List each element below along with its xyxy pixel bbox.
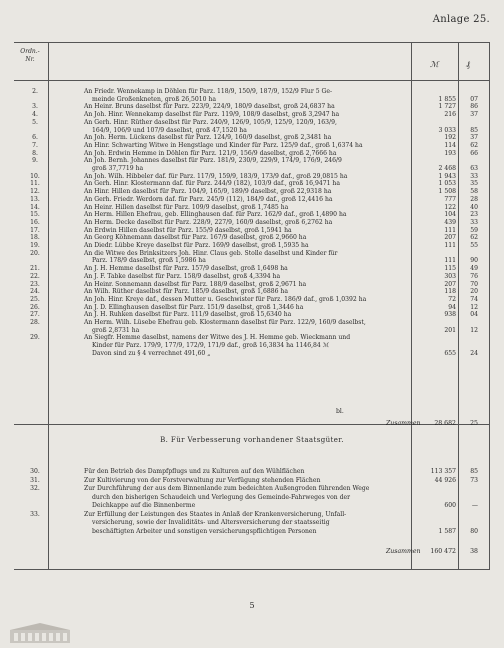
sum-a-label: Zusammen	[386, 420, 421, 427]
row-pfennig: 37	[470, 134, 478, 142]
row-number: 33.	[30, 510, 40, 518]
row-mark: 122	[444, 203, 456, 211]
row-text: An Herm. Decke daselbst für Parz. 228/9, 227/9, 160/9 daselbst, groß 6,2762 ha	[84, 218, 333, 226]
row-number: 7.	[32, 141, 38, 149]
row-mark: 72	[448, 295, 456, 303]
row-number: 8.	[32, 149, 38, 157]
row-pfennig: 35	[470, 180, 478, 188]
header-rule	[14, 80, 490, 81]
row-number: 11.	[30, 180, 40, 188]
row-number: 13.	[30, 195, 40, 203]
sum-a-pfennig: 25	[470, 420, 478, 427]
row-text: An Herm. Hillen Ehefrau, geb. Ellinghausen daf. für Parz. 162/9 daf., groß 1,4890 ha	[84, 211, 347, 219]
sum-b-label: Zusammen	[386, 548, 421, 555]
row-text: An Georg Köhnemann daselbst für Parz. 167/9 daselbst, groß 2,9660 ha	[84, 234, 307, 242]
row-text: groß 2,8731 ha	[92, 326, 140, 334]
row-number: 28.	[30, 319, 40, 326]
bl-label: bl.	[336, 408, 344, 415]
row-number: 24.	[30, 288, 40, 296]
row-pfennig: 24	[470, 349, 478, 357]
row-text: An Heinr. Bruns daselbst für Parz. 223/9, 224/9, 180/9 daselbst, groß 24,6837 ha	[84, 103, 335, 111]
row-mark: 115	[444, 265, 456, 273]
row-text: An Hinr. Hillen daselbst für Parz. 104/9, 165/9, 189/9 daselbst, groß 22,9318 ha	[84, 188, 332, 196]
row-mark: 192	[444, 134, 456, 142]
row-pfennig: 28	[470, 195, 478, 203]
row-pfennig: 85	[470, 468, 478, 475]
bottom-rule	[14, 569, 490, 570]
sum-b-mark: 160 472	[430, 548, 456, 555]
row-mark: 3 033	[438, 126, 456, 134]
row-mark: 1 508	[438, 188, 456, 196]
row-text: An Joh. Hinr. Kreye daf., dessen Mutter u. Geschwister für Parz. 186/9 daf., groß 1,0392 ha	[84, 295, 367, 303]
row-number: 25.	[30, 295, 40, 303]
row-mark: 1 727	[438, 103, 456, 111]
row-mark: 1 587	[438, 527, 456, 535]
row-mark: 94	[448, 303, 456, 311]
row-text: Parz. 178/9 daselbst, groß 1,5986 ha	[92, 257, 206, 265]
row-text: An Erdwin Hillen daselbst für Parz. 155/9 daselbst, groß 1,5941 ha	[84, 226, 292, 234]
row-text: An Hinr. Schwarting Witwe in Hengstlage und Kinder für Parz. 125/9 daf., groß 1,6374 ha	[84, 141, 363, 149]
row-number: 19.	[30, 242, 40, 249]
row-number: 23.	[30, 280, 40, 288]
row-text: An Wilh. Rüther daselbst für Parz. 185/9 daselbst, groß 1,6886 ha	[84, 288, 288, 296]
row-mark: 777	[444, 195, 456, 203]
row-number: 22.	[30, 272, 40, 280]
appendix-label: Anlage 25.	[432, 14, 490, 25]
row-text: An die Witwe des Brinksitzers Joh. Hinr. Claus geb. Stolle daselbst und Kinder für	[84, 249, 338, 257]
row-text: groß 37,7719 ha	[92, 165, 144, 172]
row-pfennig: —	[471, 502, 478, 509]
row-mark: 111	[444, 242, 456, 249]
sum-b-pfennig: 38	[470, 548, 478, 555]
row-text: meinde Großenkneten, groß 26,5010 ha	[92, 95, 217, 103]
row-number: 21.	[30, 265, 40, 273]
row-pfennig: 59	[470, 226, 478, 234]
row-text: durch den bisherigen Schaudeich und Verlegung des Gemeinde-Fahrweges von der	[92, 493, 351, 501]
row-mark: 207	[444, 280, 456, 288]
row-mark: 207	[444, 234, 456, 242]
row-mark: 111	[444, 257, 456, 265]
row-pfennig: 12	[470, 326, 478, 334]
mark-divider-left	[411, 42, 412, 570]
row-mark: 113 357	[430, 468, 456, 475]
row-number: 9.	[32, 157, 38, 165]
row-text: An Diedr. Lübbe Kreye daselbst für Parz. 169/9 daselbst, groß 1,5935 ha	[84, 242, 309, 249]
row-mark: 655	[444, 349, 456, 357]
row-pfennig: 49	[470, 265, 478, 273]
row-pfennig: 37	[470, 111, 478, 119]
row-text: An Joh. Herm. Lückens daselbst für Parz. 124/9, 160/9 daselbst, groß 2,3481 ha	[84, 134, 332, 142]
row-number: 29.	[30, 334, 40, 342]
row-pfennig: 74	[470, 295, 478, 303]
row-text: An Heinr. Hillen daselbst für Parz. 109/9 daselbst, groß 1,7485 ha	[84, 203, 289, 211]
row-mark: 303	[444, 272, 456, 280]
row-number: 4.	[32, 111, 38, 119]
row-mark: 111	[444, 226, 456, 234]
row-mark: 2 468	[438, 165, 456, 172]
sum-a-mark: 28 682	[434, 420, 456, 427]
row-pfennig: 63	[470, 165, 478, 172]
row-pfennig: 66	[470, 149, 478, 157]
row-mark: 216	[444, 111, 456, 119]
row-pfennig: 62	[470, 141, 478, 149]
row-pfennig: 07	[470, 95, 478, 103]
row-text: An J. D. Ellinghausen daselbst für Parz. 151/9 daselbst, groß 1,3446 ha	[84, 303, 304, 311]
row-text: Für den Betrieb des Dampfpflugs und zu Kulturen auf den Wühlflächen	[84, 468, 305, 475]
row-number: 18.	[30, 234, 40, 242]
library-building-logo	[8, 622, 72, 644]
row-text: An J. H. Hemme daselbst für Parz. 157/9 daselbst, groß 1,6498 ha	[84, 265, 288, 273]
row-pfennig: 23	[470, 211, 478, 219]
section-b-heading: B. Für Verbesserung vorhandener Staatsgüter.	[160, 436, 344, 444]
row-pfennig: 80	[470, 527, 478, 535]
row-number: 32.	[30, 485, 40, 492]
row-mark: 938	[444, 311, 456, 319]
top-rule	[14, 42, 490, 43]
row-text: beschäftigten Arbeiter und sonstigen versicherungspflichtigen Personen	[92, 527, 317, 535]
row-pfennig: 33	[470, 218, 478, 226]
mark-divider-right	[458, 42, 459, 570]
row-pfennig: 40	[470, 203, 478, 211]
row-pfennig: 20	[470, 288, 478, 296]
row-text: Kinder für Parz. 179/9, 177/9, 172/9, 171/9 daf., groß 16,3834 ha 1146,84 ℳ	[92, 342, 330, 350]
row-number: 27.	[30, 311, 40, 319]
row-number: 3.	[32, 103, 38, 111]
row-number: 2.	[32, 88, 38, 95]
row-number: 14.	[30, 203, 40, 211]
row-pfennig: 70	[470, 280, 478, 288]
row-mark: 600	[444, 502, 456, 509]
row-mark: 1 855	[438, 95, 456, 103]
row-mark: 201	[444, 326, 456, 334]
page-number: 5	[249, 601, 255, 610]
row-pfennig: 86	[470, 103, 478, 111]
row-number: 10.	[30, 172, 40, 180]
row-mark: 1 943	[438, 172, 456, 180]
row-pfennig: 04	[470, 311, 478, 319]
ordnr-divider	[48, 42, 49, 570]
row-text: An Gerh. Hinr. Klostermann daf. für Parz. 244/9 (182), 103/9 daf., groß 16,9471 ha	[84, 180, 340, 188]
row-pfennig: 33	[470, 172, 478, 180]
row-text: An Gerh. Hinr. Rüther daselbst für Parz. 240/9, 126/9, 105/9, 125/9, 120/9, 163/9,	[84, 118, 337, 126]
row-text: Deichkappe auf die Binnenberme	[92, 502, 196, 509]
row-text: 164/9, 106/9 und 107/9 daselbst, groß 47,1520 ha	[92, 126, 247, 134]
row-number: 17.	[30, 226, 40, 234]
row-mark: 104	[444, 211, 456, 219]
row-number: 20.	[30, 249, 40, 257]
row-text: Zur Kultivierung von der Forstverwaltung zur Verfügung stehenden Flächen	[84, 476, 321, 484]
row-number: 31.	[30, 476, 40, 484]
row-text: Zur Erfüllung der Leistungen des Staates in Anlaß der Krankenversicherung, Unfall-	[84, 510, 347, 518]
row-pfennig: 85	[470, 126, 478, 134]
row-mark: 44 926	[434, 476, 456, 484]
row-number: 12.	[30, 188, 40, 196]
row-mark: 1 053	[438, 180, 456, 188]
row-mark: 114	[444, 141, 456, 149]
row-text: An Siegfr. Hemme daselbst, namens der Witwe des J. H. Hemme geb. Wieckmann und	[84, 334, 351, 342]
row-text: versicherung, sowie der Invaliditäts- und Altersversicherung der staatsseitig	[92, 519, 330, 526]
column-header-ordnr: Ordn.-Nr.	[20, 48, 40, 63]
row-number: 5.	[32, 118, 38, 126]
row-text: An J. F. Tabke daselbst für Parz. 158/9 daselbst, groß 4,3394 ha	[84, 272, 281, 280]
row-text: An Gerh. Friedr. Werdorn daf. für Parz. 245/9 (112), 184/9 daf., groß 12,4416 ha	[84, 195, 333, 203]
row-number: 30.	[30, 468, 40, 475]
column-header-pfennig: ₰	[466, 60, 470, 69]
row-pfennig: 90	[470, 257, 478, 265]
row-text: An Heinr. Sonnemann daselbst für Parz. 188/9 daselbst, groß 2,9671 ha	[84, 280, 307, 288]
row-text: An Joh. Hinr. Wennekamp daselbst für Parz. 119/9, 108/9 daselbst, groß 3,2947 ha	[84, 111, 340, 119]
row-pfennig: 76	[470, 272, 478, 280]
row-pfennig: 55	[470, 242, 478, 249]
row-mark: 118	[444, 288, 456, 296]
right-edge	[489, 42, 490, 570]
row-number: 15.	[30, 211, 40, 219]
row-pfennig: 58	[470, 188, 478, 196]
row-text: An Joh. Wilh. Hibbeler daf. für Parz. 117/9, 159/9, 183/9, 173/9 daf., groß 29,0815 ha	[84, 172, 348, 180]
row-text: Zur Durchführung der aus dem Binnenlande zum bedeichten Außengroden führenden Wege	[84, 485, 370, 492]
row-text: An J. H. Ruhken daselbst für Parz. 111/9 daselbst, groß 15,6340 ha	[84, 311, 292, 319]
row-text: An Joh. Bernh. Johannes daselbst für Parz. 181/9, 230/9, 229/9, 174/9, 176/9, 246/9	[84, 157, 342, 165]
row-text: An Friedr. Wennekamp in Döhlen für Parz. 118/9, 150/9, 187/9, 152/9 Flur 5 Ge-	[84, 88, 333, 95]
row-number: 26.	[30, 303, 40, 311]
row-text: An Joh. Erdwin Hemme in Döhlen für Parz. 121/9, 156/9 daselbst, groß 2,7666 ha	[84, 149, 337, 157]
row-text: An Herm. Wilh. Lüsebe Ehefrau geb. Klostermann daselbst für Parz. 122/9, 160/9 daselbst,	[84, 319, 366, 326]
row-mark: 439	[444, 218, 456, 226]
row-mark: 193	[444, 149, 456, 157]
row-number: 6.	[32, 134, 38, 142]
row-text: Davon sind zu § 4 verrechnet 491,60 „	[92, 349, 211, 357]
row-pfennig: 73	[470, 476, 478, 484]
row-number: 16.	[30, 218, 40, 226]
row-pfennig: 62	[470, 234, 478, 242]
column-header-mark: ℳ	[430, 60, 439, 69]
row-pfennig: 12	[470, 303, 478, 311]
